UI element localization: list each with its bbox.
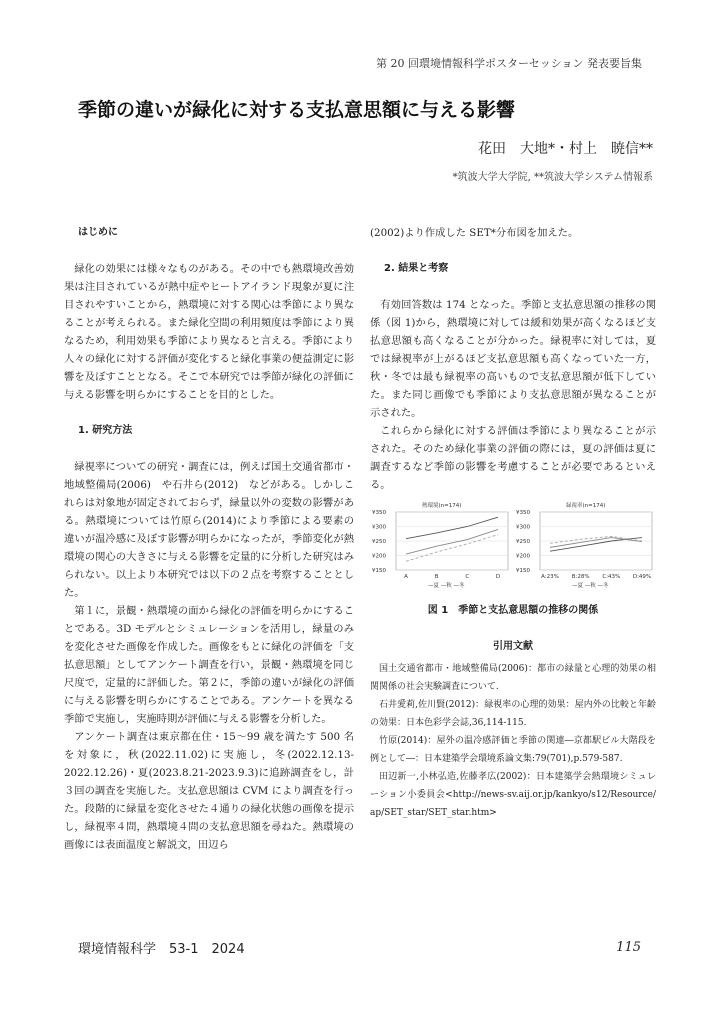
method-paragraph-3: アンケート調査は東京都在住・15〜99 歳を満たす 500 名を対象に，秋(2022.11.02)に実施し，冬(2022.12.13-2022.12.26)・夏(2023.8.21-2023.9.3)に追跡調査をし，計３回の調査を実施した。支払意思額は CVM により調査を行った。段階的に緑量を変化させた４通りの緑化状態の画像を提示し，緑視率４問，熱環境４問の支払意思額を尋ねた。熱環境の画像には表面温度と解説文，田辺ら [64, 731, 354, 851]
authors: 花田 大地*・村上 暁信** [478, 141, 653, 157]
intro-paragraph: 緑化の効果には様々なものがある。その中でも熱環境改善効果は注目されているが熱中症やヒートアイランド現象が夏に注目されやすいことから，熱環境に対する関心は季節により異なることが考えられる。また緑化空間の利用頻度は季節により異なるため，利用効果も季節により異なると言える。季節により人々の緑化に対する評価が変化すると緑化事業の便益測定に影響を及ぼすこととなる。そこで本研究では季節が緑化の評価に与える影響を明らかにすることを目的とした。 [64, 263, 354, 401]
y-tick-label: ¥350 [516, 510, 530, 516]
header-note: 第 20 回環境情報科学ポスターセッション 発表要旨集 [375, 57, 642, 70]
method-paragraph-2: 第１に，景観・熱環境の面から緑化の評価を明らかにすることである。3D モデルとシミュレーションを活用し，緑量のみを変化させた画像を作成した。画像をもとに緑化の評価を「支払意思額」としてアンケート調査を行い，景観・熱環境を同じ尺度で，定量的に評価した。第２に，季節の違いが緑化の評価に与える影響を明らかにすることである。アンケートを異なる季節で実施し，実施時期が評価に与える影響を分析した。 [64, 605, 354, 725]
figure-caption: 図 1 季節と支払意思額の推移の関係 [427, 605, 599, 616]
references-title: 引用文献 [493, 641, 533, 652]
y-tick-label: ¥150 [372, 568, 386, 574]
reference-item: 国土交通省都市・地域整備局(2006)：都市の緑量と心理的効果の相関関係の社会実験調査について. [370, 664, 656, 692]
series-line-冬 [406, 535, 498, 562]
chart-legend: —夏 —秋 —冬 [428, 583, 465, 589]
x-tick-label: C [465, 574, 470, 580]
page-number: 115 [616, 940, 641, 955]
series-line-夏 [406, 517, 498, 538]
left-column [64, 224, 354, 854]
results-paragraph-1: 有効回答数は 174 となった。季節と支払意思額の推移の関係（図 1)から，熱環境に対しては緩和効果が高くなるほど支払意思額も高くなることが分かった。緑視率に対しては，夏では緑視率が上がるほど支払意思額も高くなっていた一方，秋・冬では最も緑視率の高いもので支払意思額が低下していた。また同じ画像でも季節により支払意思額が異なることが示された。 [370, 299, 656, 419]
y-tick-label: ¥300 [372, 524, 386, 531]
x-tick-label: A:23% [541, 574, 559, 580]
y-tick-label: ¥250 [372, 539, 386, 545]
paper-title: 季節の違いが緑化に対する支払意思額に与える影響 [78, 99, 516, 121]
x-tick-label: B [434, 574, 439, 580]
right-column [370, 224, 656, 822]
figure-1 [370, 500, 656, 598]
y-tick-label: ¥300 [516, 524, 530, 531]
x-tick-label: C:43% [602, 574, 621, 580]
y-tick-label: ¥200 [372, 553, 386, 560]
chart-title: 熱環境(n=174) [422, 503, 462, 509]
reference-list [370, 660, 656, 822]
section-heading-intro: はじめに [78, 227, 118, 238]
results-paragraph-2: これらから緑化に対する評価は季節により異なることが示された。そのため緑化事業の評価の際には，夏の評価は夏に調査するなど季節の影響を考慮することが必要であるといえる。 [370, 425, 656, 491]
footer-journal: 環境情報科学 53-1 2024 [78, 942, 245, 957]
x-tick-label: B:28% [571, 574, 590, 580]
reference-item: 竹原(2014)：屋外の温冷感評価と季節の関連―京都駅ビル大階段を例として―：日本建築学会環境系論文集:79(701),p.579-587. [370, 736, 656, 764]
figure-1-charts [370, 500, 656, 598]
section-heading-results: 2. 結果と考察 [384, 263, 449, 274]
x-tick-label: D:49% [632, 574, 652, 580]
chart-legend: —夏 —秋 —冬 [572, 583, 609, 589]
x-tick-label: D [495, 574, 501, 580]
affiliation: *筑波大学大学院, **筑波大学システム情報系 [452, 172, 653, 183]
method-paragraph-continued: (2002)より作成した SET*分布図を加えた。 [370, 227, 579, 239]
x-tick-label: A [404, 574, 408, 580]
series-line-秋 [406, 529, 498, 554]
section-heading-method: 1. 研究方法 [78, 425, 133, 436]
method-paragraph-1: 緑視率についての研究・調査には，例えば国土交通省都市・地域整備局(2006) や石井ら(2012) などがある。しかしこれらは対象地が固定されておらず，緑量以外の変数の影響がある。熱環境については竹原ら(2014)により季節による要素の違いが温冷感に及ぼす影響が明らかになったが，季節変化が熱環境の関心の大きさに与える影響を定量的に分析した研究はみられない。以上より本研究では以下の２点を考察することとした。 [64, 461, 354, 599]
chart-title: 緑視率(n=174) [566, 503, 606, 509]
reference-item: 田辺新一,小林弘造,佐藤孝広(2002)：日本建築学会熱環境シミュレーション小委員会<http://news-sv.aij.or.jp/kankyo/s12/Resource/ap/SET_star/SET_star.htm> [370, 772, 656, 818]
y-tick-label: ¥200 [516, 553, 530, 560]
y-tick-label: ¥350 [372, 510, 386, 516]
y-tick-label: ¥250 [516, 539, 530, 545]
reference-item: 石井愛莉,佐川賢(2012)：緑視率の心理的効果：屋内外の比較と年齢の効果：日本色彩学会誌,36,114-115. [370, 700, 656, 728]
y-tick-label: ¥150 [516, 568, 530, 574]
